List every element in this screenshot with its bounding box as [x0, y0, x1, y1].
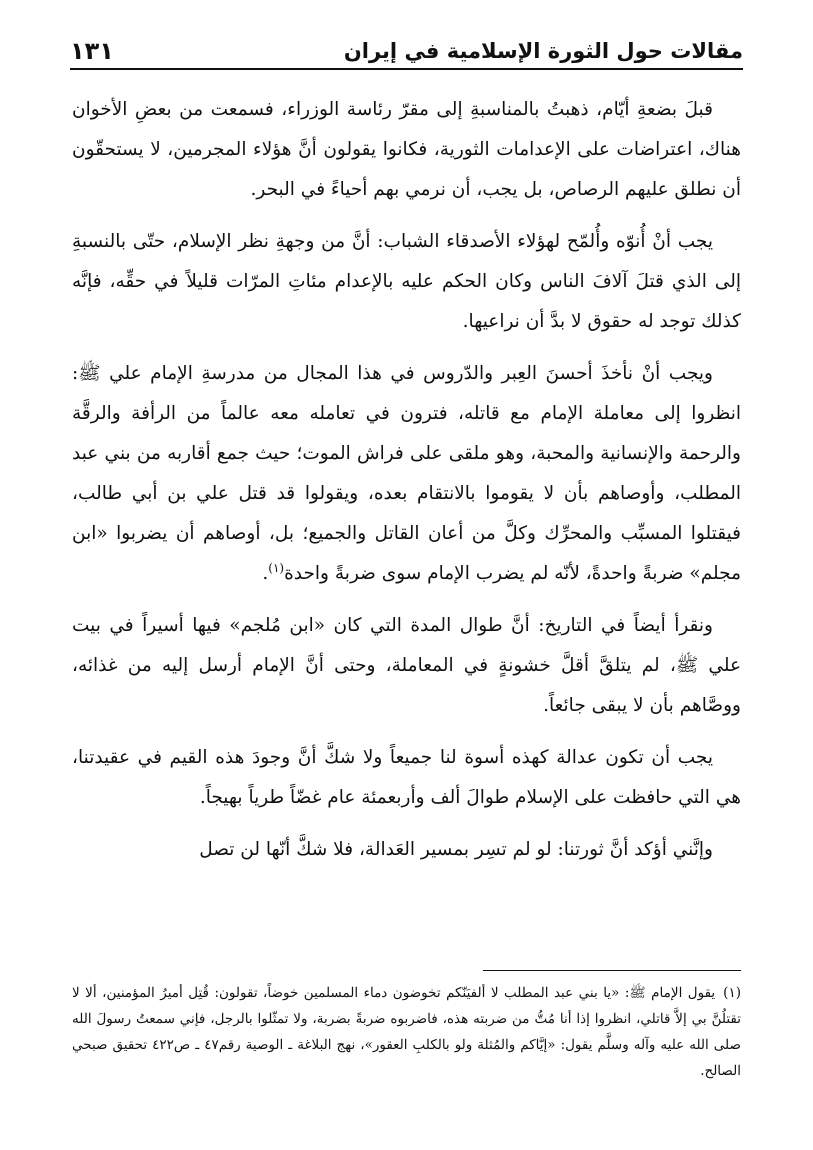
footnote-marker: (١): [723, 985, 741, 1001]
footnote: [72, 980, 741, 1084]
paragraph-3-end: .: [262, 563, 269, 584]
footnote-text: يقول الإمام ﷺ: «يا بني عبد المطلب لا ألفيَنّكم تخوضون دماء المسلمين خوضاً، تقولون: قُتِل أميرُ المؤمنين، ألا لا تقتلُنَّ بي إلاَّ قاتلي، انظروا إذا أنا مُتُّ من ضربته هذه، فاضربوه ضربةً بضربة، ولا تمثّلوا بالرجل، فإني سمعتُ رسولَ الله صلى الله عليه وآله وسلَّم يقول: «إيَّاكم والمُثلة ولو بالكلبِ العقور»، نهج البلاغة ـ الوصية رقم٤٧ ـ ص٤٢٢ تحقيق صبحي الصالح.: [72, 985, 741, 1079]
footnote-divider: [483, 970, 741, 971]
page-number: ١٣١: [70, 37, 114, 65]
paragraph-6: وإنَّني أؤكد أنَّ ثورتنا: لو لم تسِر بمسير العَدالة، فلا شكَّ أنّها لن تصل: [199, 839, 713, 860]
paragraph-3-text: ويجب أنْ نأخذَ أحسنَ العِبر والدّروس في هذا المجال من مدرسةِ الإمام علي ﷺ: انظروا إلى معاملة الإمام مع قاتله، فترون في تعامله معه عالماً من الرأفة والرقَّة والرحمة والإنسانية والمحبة، وهو ملقى على فراش الموت؛ حيث جمع أقاربه من بني عبد المطلب، وأوصاهم بأن لا يقوموا بالانتقام بعده، ويقولوا قد قتل علي بن أبي طالب، فيقتلوا المسبِّب والمحرِّك وكلَّ من أعان القاتل والجميع؛ بل، أوصاهم أن يضربوا «ابن مجلم» ضربةً واحدةً، لأنّه لم يضرب الإمام سوى ضربةً واحدة: [72, 363, 741, 584]
paragraph-4: ونقرأ أيضاً في التاريخ: أنَّ طوال المدة التي كان «ابن مُلجم» فيها أسيراً في بيت علي ﷺ، لم يتلقَّ أقلَّ خشونةٍ في المعاملة، وحتى أنَّ الإمام أرسل إليه من غذائه، ووصَّاهم بأن لا يبقى جائعاً.: [72, 615, 741, 716]
paragraph-1: قبلَ بضعةِ أيّام، ذهبتُ بالمناسبةِ إلى مقرّ رئاسة الوزراء، فسمعت من بعضِ الأخوان هناك، اعتراضات على الإعدامات الثورية، فكانوا يقولون أنَّ هؤلاء المجرمين، لا يستحقّون أن نطلق عليهم الرصاص، بل يجب، أن نرمي بهم أحياءً في البحر.: [72, 99, 741, 200]
paragraph-5: يجب أن تكون عدالة كهذه أسوة لنا جميعاً ولا شكَّ أنَّ وجودَ هذه القيم في عقيدتنا، هي التي حافظت على الإسلام طوالَ ألف وأربعمئة عام غضّاً طرياً بهيجاً.: [72, 747, 741, 808]
running-title: مقالات حول الثورة الإسلامية في إيران: [343, 39, 743, 63]
footnote-reference: (١): [268, 560, 285, 575]
main-text: [72, 90, 741, 882]
header-divider: [70, 68, 743, 70]
paragraph-2: يجب أنْ أُنوّه وأُلمّح لهؤلاء الأصدقاء الشباب: أنَّ من وجهةِ نظر الإسلام، حتّى بالنسبةِ إلى الذي قتلَ آلافَ الناس وكان الحكم عليه بالإعدام مئاتِ المرّات قليلاً في حقِّه، فإنَّه كذلك توجد له حقوق لا بدَّ أن نراعيها.: [72, 231, 741, 332]
paragraph-3: [72, 354, 741, 594]
page-header: [70, 28, 743, 68]
